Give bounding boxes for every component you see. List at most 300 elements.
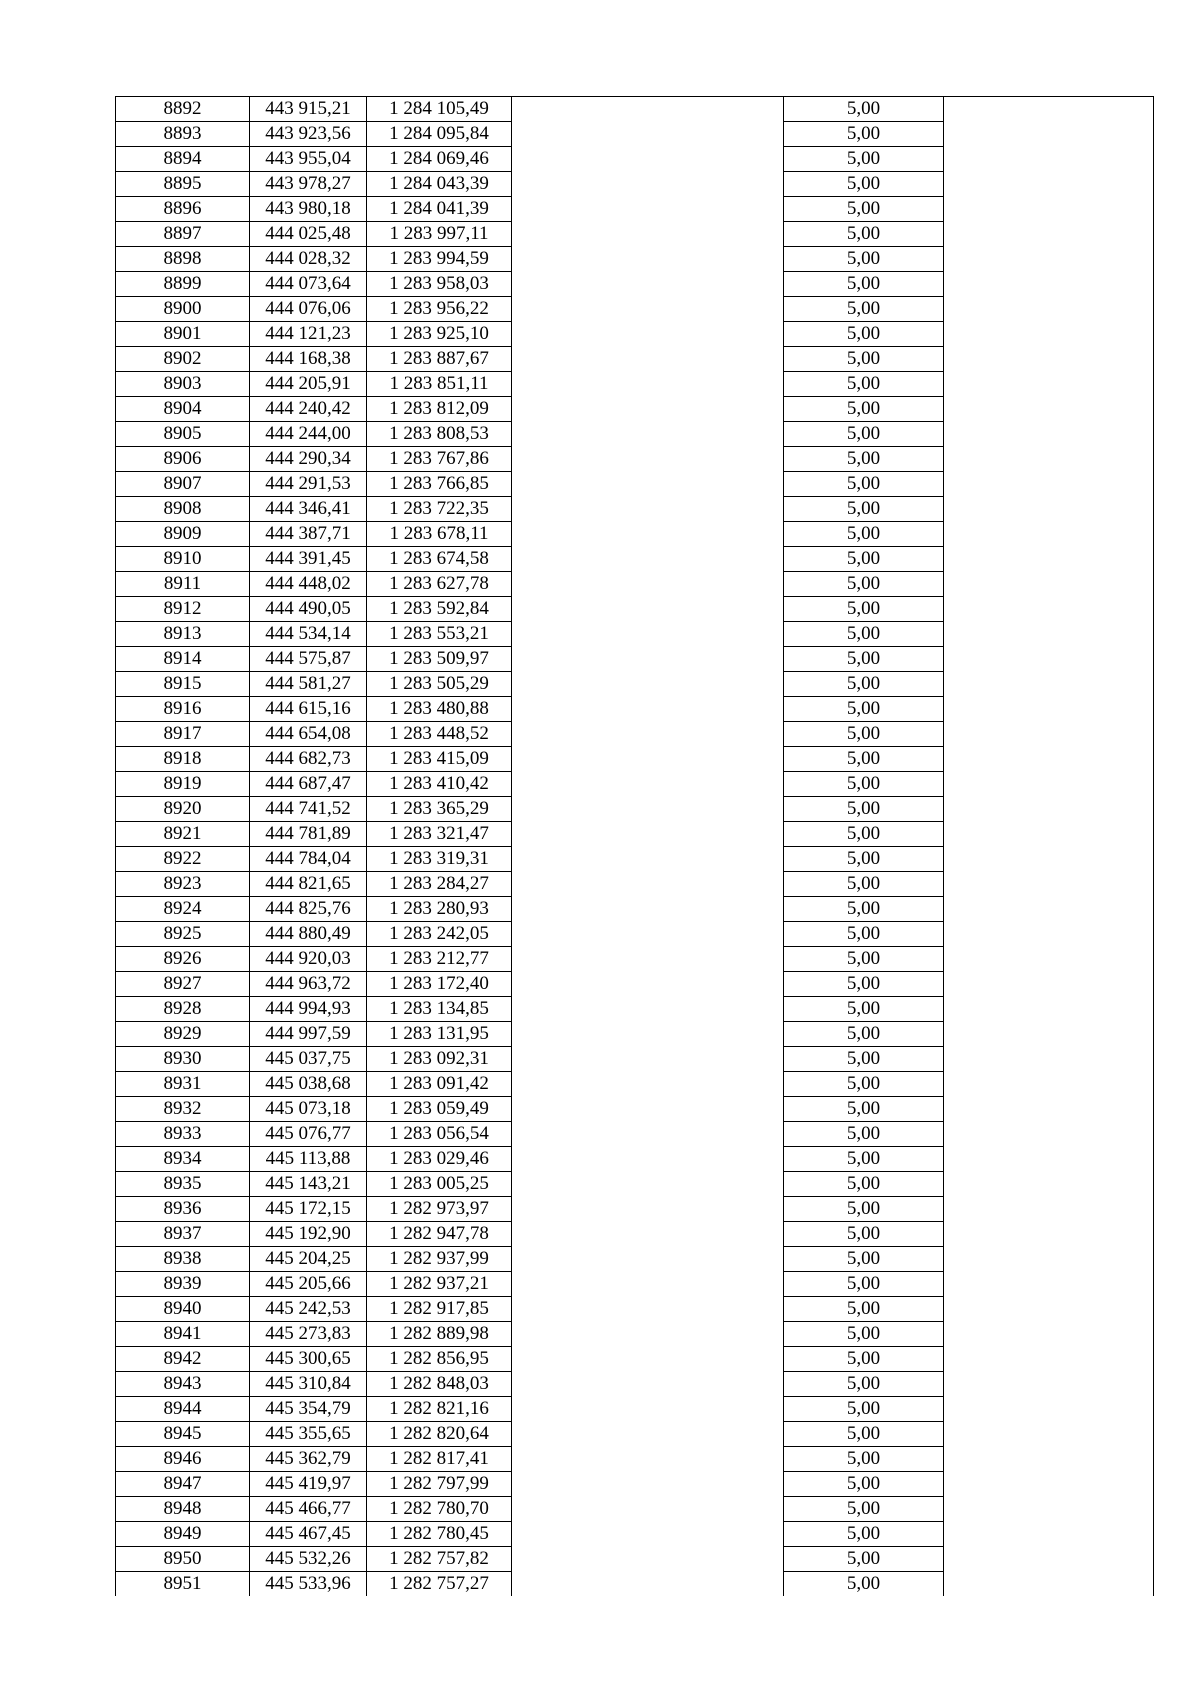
point-number-cell: 8908 xyxy=(116,497,250,522)
y-coordinate-cell: 1 283 722,35 xyxy=(367,497,512,522)
precision-cell: 5,00 xyxy=(784,222,944,247)
empty-cell xyxy=(512,547,784,572)
precision-cell: 5,00 xyxy=(784,472,944,497)
precision-cell: 5,00 xyxy=(784,1222,944,1247)
x-coordinate-cell: 444 920,03 xyxy=(250,947,367,972)
point-number-cell: 8932 xyxy=(116,1097,250,1122)
x-coordinate-cell: 445 532,26 xyxy=(250,1547,367,1572)
y-coordinate-cell: 1 283 678,11 xyxy=(367,522,512,547)
x-coordinate-cell: 444 387,71 xyxy=(250,522,367,547)
x-coordinate-cell: 443 923,56 xyxy=(250,122,367,147)
empty-cell xyxy=(944,697,1154,722)
y-coordinate-cell: 1 282 889,98 xyxy=(367,1322,512,1347)
empty-cell xyxy=(944,422,1154,447)
point-number-cell: 8923 xyxy=(116,872,250,897)
precision-cell: 5,00 xyxy=(784,1447,944,1472)
table-row xyxy=(116,1222,1154,1247)
empty-cell xyxy=(512,522,784,547)
empty-cell xyxy=(944,922,1154,947)
y-coordinate-cell: 1 284 069,46 xyxy=(367,147,512,172)
point-number-cell: 8895 xyxy=(116,172,250,197)
x-coordinate-cell: 445 300,65 xyxy=(250,1347,367,1372)
y-coordinate-cell: 1 282 780,45 xyxy=(367,1522,512,1547)
empty-cell xyxy=(944,347,1154,372)
x-coordinate-cell: 443 978,27 xyxy=(250,172,367,197)
precision-cell: 5,00 xyxy=(784,997,944,1022)
y-coordinate-cell: 1 283 767,86 xyxy=(367,447,512,472)
table-row xyxy=(116,772,1154,797)
y-coordinate-cell: 1 283 092,31 xyxy=(367,1047,512,1072)
point-number-cell: 8902 xyxy=(116,347,250,372)
table-row xyxy=(116,1347,1154,1372)
point-number-cell: 8910 xyxy=(116,547,250,572)
empty-cell xyxy=(944,1447,1154,1472)
point-number-cell: 8945 xyxy=(116,1422,250,1447)
y-coordinate-cell: 1 282 797,99 xyxy=(367,1472,512,1497)
y-coordinate-cell: 1 283 925,10 xyxy=(367,322,512,347)
empty-cell xyxy=(944,747,1154,772)
y-coordinate-cell: 1 283 592,84 xyxy=(367,597,512,622)
precision-cell: 5,00 xyxy=(784,1522,944,1547)
empty-cell xyxy=(944,472,1154,497)
y-coordinate-cell: 1 283 766,85 xyxy=(367,472,512,497)
x-coordinate-cell: 445 362,79 xyxy=(250,1447,367,1472)
table-row xyxy=(116,1147,1154,1172)
table-row xyxy=(116,447,1154,472)
x-coordinate-cell: 445 037,75 xyxy=(250,1047,367,1072)
table-row xyxy=(116,622,1154,647)
empty-cell xyxy=(944,1222,1154,1247)
y-coordinate-cell: 1 283 509,97 xyxy=(367,647,512,672)
precision-cell: 5,00 xyxy=(784,847,944,872)
precision-cell: 5,00 xyxy=(784,322,944,347)
empty-cell xyxy=(944,372,1154,397)
precision-cell: 5,00 xyxy=(784,1497,944,1522)
precision-cell: 5,00 xyxy=(784,1072,944,1097)
precision-cell: 5,00 xyxy=(784,1347,944,1372)
precision-cell: 5,00 xyxy=(784,422,944,447)
empty-cell xyxy=(512,147,784,172)
empty-cell xyxy=(944,1422,1154,1447)
empty-cell xyxy=(944,1347,1154,1372)
empty-cell xyxy=(944,1472,1154,1497)
x-coordinate-cell: 444 687,47 xyxy=(250,772,367,797)
table-row xyxy=(116,1372,1154,1397)
point-number-cell: 8893 xyxy=(116,122,250,147)
table-row xyxy=(116,497,1154,522)
point-number-cell: 8933 xyxy=(116,1122,250,1147)
empty-cell xyxy=(944,1522,1154,1547)
point-number-cell: 8894 xyxy=(116,147,250,172)
empty-cell xyxy=(512,1122,784,1147)
x-coordinate-cell: 445 204,25 xyxy=(250,1247,367,1272)
x-coordinate-cell: 443 915,21 xyxy=(250,97,367,122)
y-coordinate-cell: 1 283 029,46 xyxy=(367,1147,512,1172)
empty-cell xyxy=(944,1147,1154,1172)
empty-cell xyxy=(944,522,1154,547)
empty-cell xyxy=(944,797,1154,822)
y-coordinate-cell: 1 282 780,70 xyxy=(367,1497,512,1522)
table-row xyxy=(116,522,1154,547)
empty-cell xyxy=(512,572,784,597)
table-row xyxy=(116,372,1154,397)
point-number-cell: 8898 xyxy=(116,247,250,272)
y-coordinate-cell: 1 284 043,39 xyxy=(367,172,512,197)
empty-cell xyxy=(512,1422,784,1447)
precision-cell: 5,00 xyxy=(784,1047,944,1072)
y-coordinate-cell: 1 282 757,27 xyxy=(367,1572,512,1597)
x-coordinate-cell: 444 615,16 xyxy=(250,697,367,722)
empty-cell xyxy=(512,422,784,447)
point-number-cell: 8929 xyxy=(116,1022,250,1047)
point-number-cell: 8915 xyxy=(116,672,250,697)
x-coordinate-cell: 445 205,66 xyxy=(250,1272,367,1297)
x-coordinate-cell: 443 980,18 xyxy=(250,197,367,222)
precision-cell: 5,00 xyxy=(784,197,944,222)
y-coordinate-cell: 1 282 820,64 xyxy=(367,1422,512,1447)
empty-cell xyxy=(512,1347,784,1372)
x-coordinate-cell: 445 143,21 xyxy=(250,1172,367,1197)
point-number-cell: 8911 xyxy=(116,572,250,597)
empty-cell xyxy=(512,1047,784,1072)
x-coordinate-cell: 444 682,73 xyxy=(250,747,367,772)
y-coordinate-cell: 1 283 997,11 xyxy=(367,222,512,247)
point-number-cell: 8944 xyxy=(116,1397,250,1422)
empty-cell xyxy=(944,847,1154,872)
precision-cell: 5,00 xyxy=(784,872,944,897)
point-number-cell: 8941 xyxy=(116,1322,250,1347)
table-row xyxy=(116,1472,1154,1497)
empty-cell xyxy=(512,947,784,972)
empty-cell xyxy=(944,547,1154,572)
table-row xyxy=(116,722,1154,747)
empty-cell xyxy=(944,1072,1154,1097)
empty-cell xyxy=(512,822,784,847)
precision-cell: 5,00 xyxy=(784,1322,944,1347)
empty-cell xyxy=(944,1097,1154,1122)
empty-cell xyxy=(944,1322,1154,1347)
y-coordinate-cell: 1 282 757,82 xyxy=(367,1547,512,1572)
x-coordinate-cell: 444 575,87 xyxy=(250,647,367,672)
precision-cell: 5,00 xyxy=(784,272,944,297)
empty-cell xyxy=(512,397,784,422)
empty-cell xyxy=(512,1497,784,1522)
y-coordinate-cell: 1 283 887,67 xyxy=(367,347,512,372)
point-number-cell: 8949 xyxy=(116,1522,250,1547)
empty-cell xyxy=(944,622,1154,647)
precision-cell: 5,00 xyxy=(784,622,944,647)
table-row xyxy=(116,1572,1154,1597)
x-coordinate-cell: 444 240,42 xyxy=(250,397,367,422)
empty-cell xyxy=(944,97,1154,122)
point-number-cell: 8925 xyxy=(116,922,250,947)
point-number-cell: 8934 xyxy=(116,1147,250,1172)
coordinate-table xyxy=(115,96,1154,1596)
point-number-cell: 8904 xyxy=(116,397,250,422)
table-row xyxy=(116,922,1154,947)
y-coordinate-cell: 1 283 553,21 xyxy=(367,622,512,647)
x-coordinate-cell: 444 346,41 xyxy=(250,497,367,522)
y-coordinate-cell: 1 283 958,03 xyxy=(367,272,512,297)
empty-cell xyxy=(512,197,784,222)
point-number-cell: 8935 xyxy=(116,1172,250,1197)
table-row xyxy=(116,997,1154,1022)
point-number-cell: 8950 xyxy=(116,1547,250,1572)
y-coordinate-cell: 1 283 480,88 xyxy=(367,697,512,722)
precision-cell: 5,00 xyxy=(784,247,944,272)
y-coordinate-cell: 1 283 410,42 xyxy=(367,772,512,797)
y-coordinate-cell: 1 283 212,77 xyxy=(367,947,512,972)
x-coordinate-cell: 445 466,77 xyxy=(250,1497,367,1522)
precision-cell: 5,00 xyxy=(784,172,944,197)
empty-cell xyxy=(512,322,784,347)
empty-cell xyxy=(512,597,784,622)
precision-cell: 5,00 xyxy=(784,1022,944,1047)
x-coordinate-cell: 445 172,15 xyxy=(250,1197,367,1222)
table-row xyxy=(116,272,1154,297)
table-row xyxy=(116,1197,1154,1222)
empty-cell xyxy=(944,1172,1154,1197)
point-number-cell: 8947 xyxy=(116,1472,250,1497)
empty-cell xyxy=(944,1497,1154,1522)
point-number-cell: 8912 xyxy=(116,597,250,622)
y-coordinate-cell: 1 283 321,47 xyxy=(367,822,512,847)
x-coordinate-cell: 443 955,04 xyxy=(250,147,367,172)
table-row xyxy=(116,597,1154,622)
x-coordinate-cell: 445 419,97 xyxy=(250,1472,367,1497)
empty-cell xyxy=(512,922,784,947)
table-row xyxy=(116,1322,1154,1347)
empty-cell xyxy=(512,1172,784,1197)
precision-cell: 5,00 xyxy=(784,747,944,772)
x-coordinate-cell: 444 490,05 xyxy=(250,597,367,622)
point-number-cell: 8920 xyxy=(116,797,250,822)
point-number-cell: 8922 xyxy=(116,847,250,872)
empty-cell xyxy=(512,1447,784,1472)
empty-cell xyxy=(944,1297,1154,1322)
point-number-cell: 8943 xyxy=(116,1372,250,1397)
point-number-cell: 8899 xyxy=(116,272,250,297)
x-coordinate-cell: 444 784,04 xyxy=(250,847,367,872)
empty-cell xyxy=(944,872,1154,897)
empty-cell xyxy=(512,1397,784,1422)
empty-cell xyxy=(512,1147,784,1172)
y-coordinate-cell: 1 283 091,42 xyxy=(367,1072,512,1097)
precision-cell: 5,00 xyxy=(784,522,944,547)
y-coordinate-cell: 1 283 956,22 xyxy=(367,297,512,322)
empty-cell xyxy=(944,297,1154,322)
precision-cell: 5,00 xyxy=(784,1097,944,1122)
y-coordinate-cell: 1 283 365,29 xyxy=(367,797,512,822)
y-coordinate-cell: 1 283 627,78 xyxy=(367,572,512,597)
table-row xyxy=(116,322,1154,347)
precision-cell: 5,00 xyxy=(784,722,944,747)
empty-cell xyxy=(512,697,784,722)
empty-cell xyxy=(512,622,784,647)
x-coordinate-cell: 444 205,91 xyxy=(250,372,367,397)
empty-cell xyxy=(944,222,1154,247)
point-number-cell: 8940 xyxy=(116,1297,250,1322)
point-number-cell: 8939 xyxy=(116,1272,250,1297)
y-coordinate-cell: 1 283 134,85 xyxy=(367,997,512,1022)
empty-cell xyxy=(512,847,784,872)
precision-cell: 5,00 xyxy=(784,97,944,122)
point-number-cell: 8921 xyxy=(116,822,250,847)
table-row xyxy=(116,847,1154,872)
empty-cell xyxy=(944,1572,1154,1597)
point-number-cell: 8905 xyxy=(116,422,250,447)
empty-cell xyxy=(944,1047,1154,1072)
empty-cell xyxy=(944,122,1154,147)
precision-cell: 5,00 xyxy=(784,947,944,972)
precision-cell: 5,00 xyxy=(784,1172,944,1197)
point-number-cell: 8900 xyxy=(116,297,250,322)
precision-cell: 5,00 xyxy=(784,772,944,797)
table-row xyxy=(116,172,1154,197)
point-number-cell: 8951 xyxy=(116,1572,250,1597)
x-coordinate-cell: 444 291,53 xyxy=(250,472,367,497)
point-number-cell: 8942 xyxy=(116,1347,250,1372)
empty-cell xyxy=(944,1022,1154,1047)
table-row xyxy=(116,1022,1154,1047)
y-coordinate-cell: 1 282 937,21 xyxy=(367,1272,512,1297)
empty-cell xyxy=(944,1272,1154,1297)
precision-cell: 5,00 xyxy=(784,672,944,697)
empty-cell xyxy=(512,447,784,472)
empty-cell xyxy=(512,1322,784,1347)
empty-cell xyxy=(944,147,1154,172)
x-coordinate-cell: 445 113,88 xyxy=(250,1147,367,1172)
empty-cell xyxy=(512,272,784,297)
table-row xyxy=(116,872,1154,897)
precision-cell: 5,00 xyxy=(784,1372,944,1397)
y-coordinate-cell: 1 283 674,58 xyxy=(367,547,512,572)
table-row xyxy=(116,422,1154,447)
y-coordinate-cell: 1 283 280,93 xyxy=(367,897,512,922)
precision-cell: 5,00 xyxy=(784,572,944,597)
precision-cell: 5,00 xyxy=(784,347,944,372)
precision-cell: 5,00 xyxy=(784,647,944,672)
y-coordinate-cell: 1 282 856,95 xyxy=(367,1347,512,1372)
empty-cell xyxy=(944,572,1154,597)
table-row xyxy=(116,1447,1154,1472)
y-coordinate-cell: 1 283 172,40 xyxy=(367,972,512,997)
empty-cell xyxy=(512,1547,784,1572)
precision-cell: 5,00 xyxy=(784,922,944,947)
precision-cell: 5,00 xyxy=(784,297,944,322)
empty-cell xyxy=(512,1372,784,1397)
empty-cell xyxy=(944,972,1154,997)
empty-cell xyxy=(512,372,784,397)
precision-cell: 5,00 xyxy=(784,1247,944,1272)
x-coordinate-cell: 444 168,38 xyxy=(250,347,367,372)
precision-cell: 5,00 xyxy=(784,447,944,472)
table-row xyxy=(116,347,1154,372)
table-row xyxy=(116,222,1154,247)
x-coordinate-cell: 444 121,23 xyxy=(250,322,367,347)
empty-cell xyxy=(944,1547,1154,1572)
precision-cell: 5,00 xyxy=(784,1122,944,1147)
empty-cell xyxy=(944,1122,1154,1147)
y-coordinate-cell: 1 282 821,16 xyxy=(367,1397,512,1422)
empty-cell xyxy=(512,1197,784,1222)
y-coordinate-cell: 1 283 059,49 xyxy=(367,1097,512,1122)
empty-cell xyxy=(944,322,1154,347)
table-row xyxy=(116,972,1154,997)
precision-cell: 5,00 xyxy=(784,372,944,397)
empty-cell xyxy=(944,1197,1154,1222)
x-coordinate-cell: 444 581,27 xyxy=(250,672,367,697)
empty-cell xyxy=(944,947,1154,972)
precision-cell: 5,00 xyxy=(784,147,944,172)
y-coordinate-cell: 1 284 041,39 xyxy=(367,197,512,222)
empty-cell xyxy=(944,597,1154,622)
y-coordinate-cell: 1 282 848,03 xyxy=(367,1372,512,1397)
point-number-cell: 8907 xyxy=(116,472,250,497)
precision-cell: 5,00 xyxy=(784,1197,944,1222)
x-coordinate-cell: 444 781,89 xyxy=(250,822,367,847)
x-coordinate-cell: 444 825,76 xyxy=(250,897,367,922)
x-coordinate-cell: 444 244,00 xyxy=(250,422,367,447)
x-coordinate-cell: 445 310,84 xyxy=(250,1372,367,1397)
empty-cell xyxy=(512,1097,784,1122)
table-row xyxy=(116,147,1154,172)
empty-cell xyxy=(944,997,1154,1022)
table-row xyxy=(116,797,1154,822)
x-coordinate-cell: 444 391,45 xyxy=(250,547,367,572)
table-row xyxy=(116,1397,1154,1422)
precision-cell: 5,00 xyxy=(784,1272,944,1297)
x-coordinate-cell: 444 821,65 xyxy=(250,872,367,897)
y-coordinate-cell: 1 283 812,09 xyxy=(367,397,512,422)
table-row xyxy=(116,1547,1154,1572)
precision-cell: 5,00 xyxy=(784,697,944,722)
point-number-cell: 8927 xyxy=(116,972,250,997)
precision-cell: 5,00 xyxy=(784,822,944,847)
empty-cell xyxy=(944,397,1154,422)
y-coordinate-cell: 1 282 947,78 xyxy=(367,1222,512,1247)
table-row xyxy=(116,397,1154,422)
x-coordinate-cell: 444 028,32 xyxy=(250,247,367,272)
point-number-cell: 8896 xyxy=(116,197,250,222)
x-coordinate-cell: 444 963,72 xyxy=(250,972,367,997)
empty-cell xyxy=(512,1247,784,1272)
empty-cell xyxy=(512,872,784,897)
x-coordinate-cell: 444 654,08 xyxy=(250,722,367,747)
precision-cell: 5,00 xyxy=(784,897,944,922)
empty-cell xyxy=(512,1072,784,1097)
table-row xyxy=(116,1072,1154,1097)
x-coordinate-cell: 444 448,02 xyxy=(250,572,367,597)
empty-cell xyxy=(512,222,784,247)
table-row xyxy=(116,647,1154,672)
x-coordinate-cell: 444 290,34 xyxy=(250,447,367,472)
y-coordinate-cell: 1 284 095,84 xyxy=(367,122,512,147)
x-coordinate-cell: 445 355,65 xyxy=(250,1422,367,1447)
table-row xyxy=(116,897,1154,922)
empty-cell xyxy=(512,1522,784,1547)
table-row xyxy=(116,1297,1154,1322)
table-row xyxy=(116,97,1154,122)
precision-cell: 5,00 xyxy=(784,1397,944,1422)
point-number-cell: 8926 xyxy=(116,947,250,972)
y-coordinate-cell: 1 283 131,95 xyxy=(367,1022,512,1047)
point-number-cell: 8914 xyxy=(116,647,250,672)
empty-cell xyxy=(512,497,784,522)
x-coordinate-cell: 444 880,49 xyxy=(250,922,367,947)
x-coordinate-cell: 444 741,52 xyxy=(250,797,367,822)
point-number-cell: 8930 xyxy=(116,1047,250,1072)
